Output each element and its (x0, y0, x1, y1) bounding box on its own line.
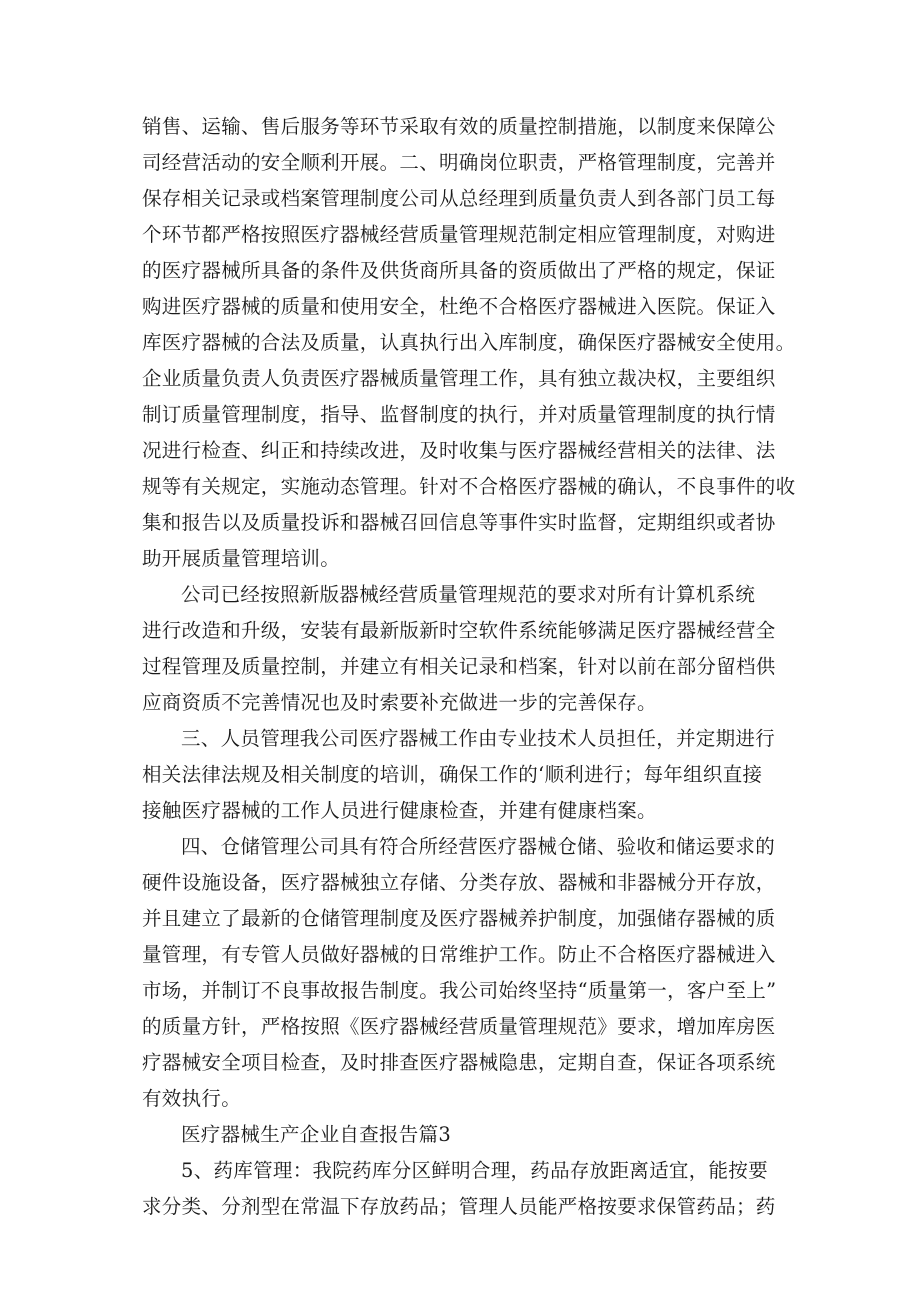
text-line: 量管理，有专管人员做好器械的日常维护工作。防止不合格医疗器械进入 (142, 943, 776, 966)
text-line: 库医疗器械的合法及质量，认真执行出入库制度，确保医疗器械安全使用。 (142, 331, 796, 354)
text-line: 保存相关记录或档案管理制度公司从总经理到质量负责人到各部门员工每 (142, 187, 776, 210)
paragraph-first-line: 5、药库管理：我院药库分区鲜明合理，药品存放距离适宜，能按要 (181, 1159, 768, 1182)
text-line: 接触医疗器械的工作人员进行健康检查，并建有健康档案。 (142, 799, 657, 822)
text-line: 集和报告以及质量投诉和器械召回信息等事件实时监督，定期组织或者协 (142, 511, 776, 534)
text-line: 疗器械安全项目检查，及时排查医疗器械隐患，定期自查，保证各项系统 (142, 1051, 776, 1074)
text-line: 硬件设施设备，医疗器械独立存储、分类存放、器械和非器械分开存放， (142, 871, 776, 894)
text-line: 的质量方针，严格按照《医疗器械经营质量管理规范》要求，增加库房医 (142, 1015, 776, 1038)
paragraph-first-line: 四、仓储管理公司具有符合所经营医疗器械仓储、验收和储运要求的 (181, 835, 776, 858)
text-line: 助开展质量管理培训。 (142, 547, 341, 570)
text-line: 规等有关规定，实施动态管理。针对不合格医疗器械的确认，不良事件的收 (142, 475, 796, 498)
text-line: 司经营活动的安全顺利开展。二、明确岗位职责，严格管理制度，完善并 (142, 151, 776, 174)
text-line: 况进行检查、纠正和持续改进，及时收集与医疗器械经营相关的法律、法 (142, 439, 776, 462)
text-line: 相关法律法规及相关制度的培训，确保工作的‘顺利进行；每年组织直接 (142, 763, 763, 786)
text-line: 购进医疗器械的质量和使用安全，杜绝不合格医疗器械进入医院。保证入 (142, 295, 776, 318)
text-line: 进行改造和升级，安装有最新版新时空软件系统能够满足医疗器械经营全 (142, 619, 776, 642)
paragraph-first-line: 公司已经按照新版器械经营质量管理规范的要求对所有计算机系统 (181, 583, 756, 606)
text-line: 应商资质不完善情况也及时索要补充做进一步的完善保存。 (142, 691, 657, 714)
text-line: 销售、运输、售后服务等环节采取有效的质量控制措施，以制度来保障公 (142, 115, 776, 138)
text-line: 并且建立了最新的仓储管理制度及医疗器械养护制度，加强储存器械的质 (142, 907, 776, 930)
text-line: 过程管理及质量控制，并建立有相关记录和档案，针对以前在部分留档供 (142, 655, 776, 678)
text-line: 制订质量管理制度，指导、监督制度的执行，并对质量管理制度的执行情 (142, 403, 776, 426)
paragraph-first-line: 三、人员管理我公司医疗器械工作由专业技术人员担任，并定期进行 (181, 727, 776, 750)
text-line: 有效执行。 (142, 1087, 242, 1110)
text-line: 求分类、分剂型在常温下存放药品；管理人员能严格按要求保管药品；药 (142, 1195, 776, 1218)
section-heading: 医疗器械生产企业自查报告篇3 (181, 1123, 452, 1146)
text-line: 市场，并制订不良事故报告制度。我公司始终坚持“质量第一，客户至上” (142, 979, 777, 1002)
text-line: 的医疗器械所具备的条件及供货商所具备的资质做出了严格的规定，保证 (142, 259, 776, 282)
text-line: 个环节都严格按照医疗器械经营质量管理规范制定相应管理制度，对购进 (142, 223, 776, 246)
text-line: 企业质量负责人负责医疗器械质量管理工作，具有独立裁决权，主要组织 (142, 367, 776, 390)
